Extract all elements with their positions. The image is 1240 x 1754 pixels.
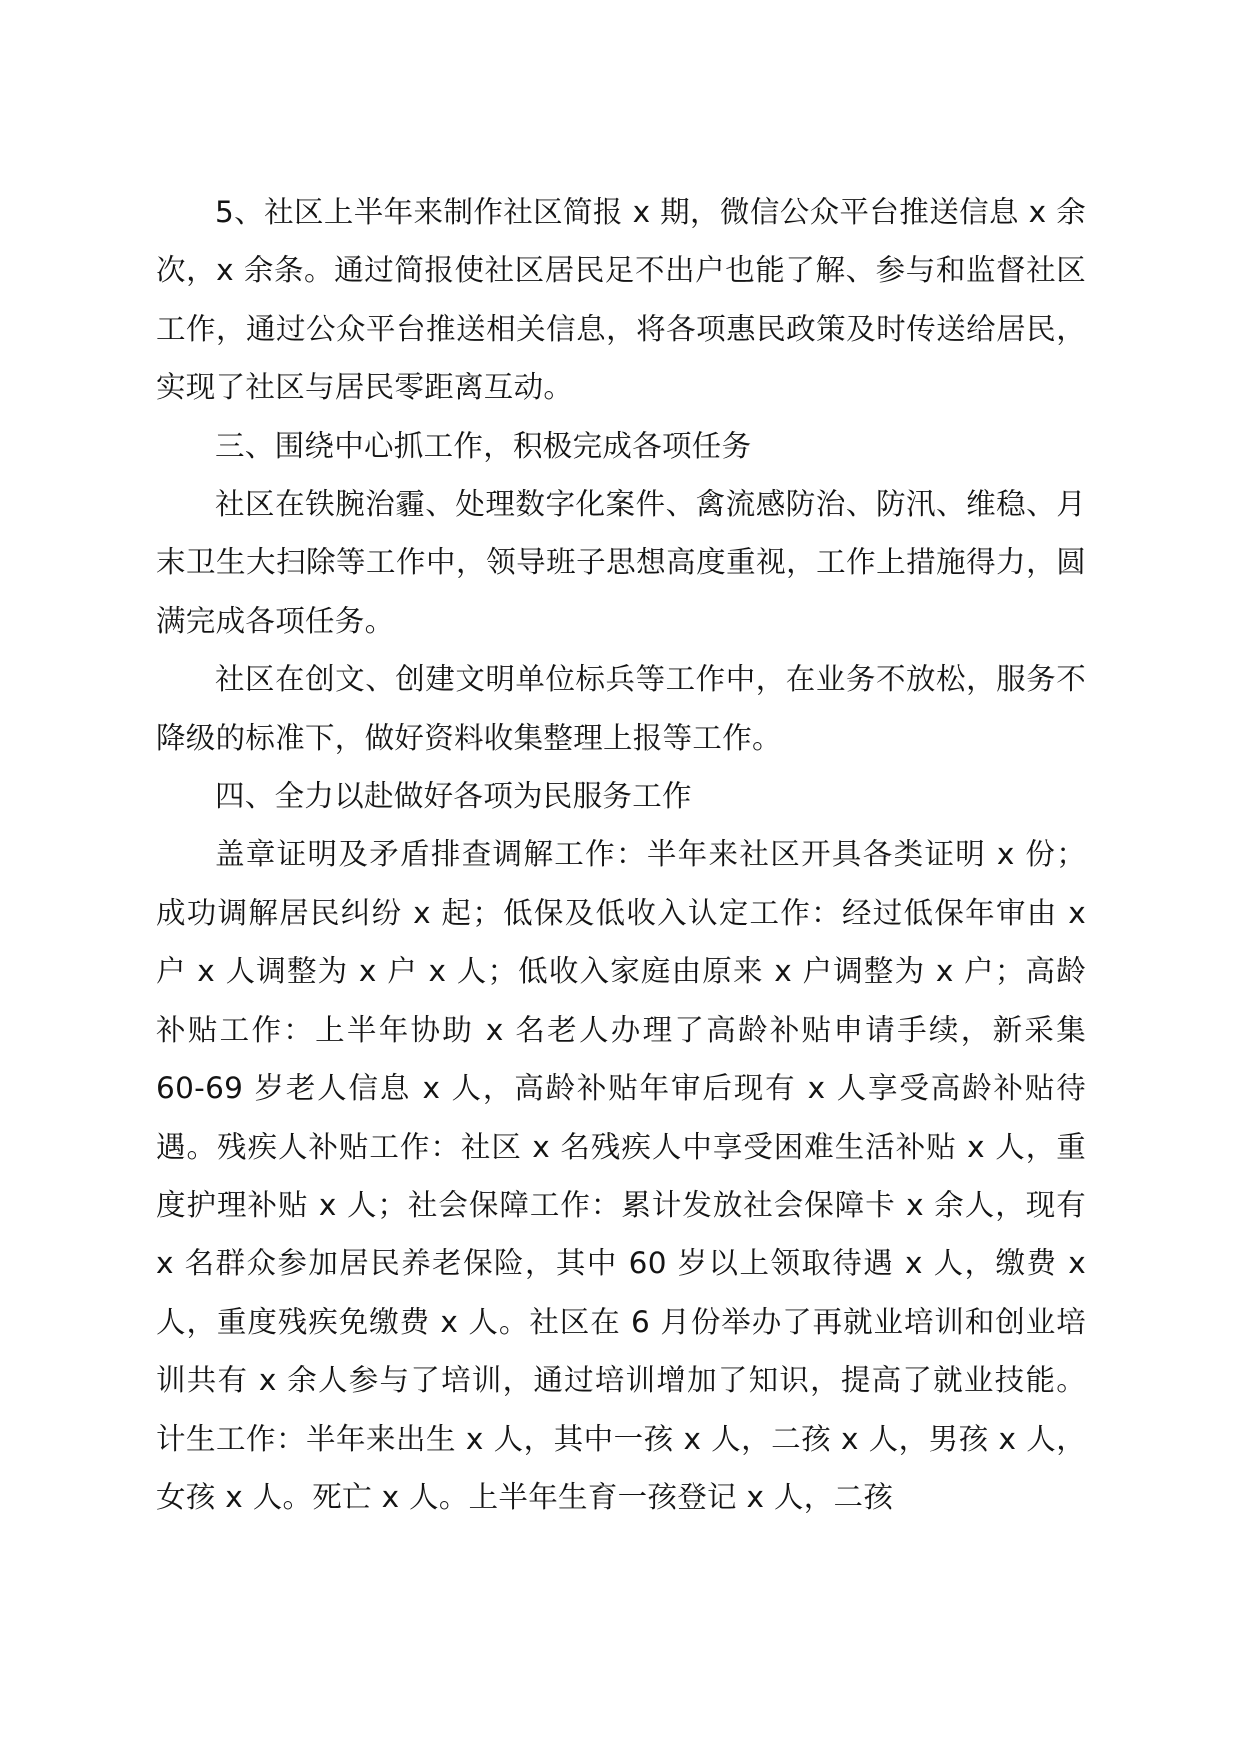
paragraph-central-tasks: 社区在铁腕治霾、处理数字化案件、禽流感防治、防汛、维稳、月末卫生大扫除等工作中，领导班子思想高度重视，工作上措施得力，圆满完成各项任务。 — [156, 487, 1086, 638]
section-heading-four: 四、全力以赴做好各项为民服务工作 — [215, 779, 692, 814]
section-heading-three: 三、围绕中心抓工作，积极完成各项任务 — [215, 428, 752, 463]
document-page — [156, 183, 1086, 1526]
paragraph-community-bulletin: 5、社区上半年来制作社区简报 x 期，微信公众平台推送信息 x 余次，x 余条。通过简报使社区居民足不出户也能了解、参与和监督社区工作，通过公众平台推送相关信息，将各项惠民政策及时传送给居民，实现了社区与居民零距离互动。 — [156, 195, 1086, 405]
paragraph-resident-services: 盖章证明及矛盾排查调解工作：半年来社区开具各类证明 x 份；成功调解居民纠纷 x 起；低保及低收入认定工作：经过低保年审由 x 户 x 人调整为 x 户 x 人；低收入家庭由原来 x 户调整为 x 户；高龄补贴工作：上半年协助 x 名老人办理了高龄补贴申请手续，新采集 60-69 岁老人信息 x 人，高龄补贴年审后现有 x 人享受高龄补贴待遇。残疾人补贴工作：社区 x 名残疾人中享受困难生活补贴 x 人，重度护理补贴 x 人；社会保障工作：累计发放社会保障卡 x 余人，现有 x 名群众参加居民养老保险，其中 60 岁以上领取待遇 x 人，缴费 x 人，重度残疾免缴费 x 人。社区在 6 月份举办了再就业培训和创业培训共有 x 余人参与了培训，通过培训增加了知识，提高了就业技能。计生工作：半年来出生 x 人，其中一孩 x 人，二孩 x 人，男孩 x 人，女孩 x 人。死亡 x 人。上半年生育一孩登记 x 人，二孩 — [156, 837, 1086, 1514]
paragraph-civilization-work: 社区在创文、创建文明单位标兵等工作中，在业务不放松，服务不降级的标准下，做好资料收集整理上报等工作。 — [156, 662, 1086, 755]
